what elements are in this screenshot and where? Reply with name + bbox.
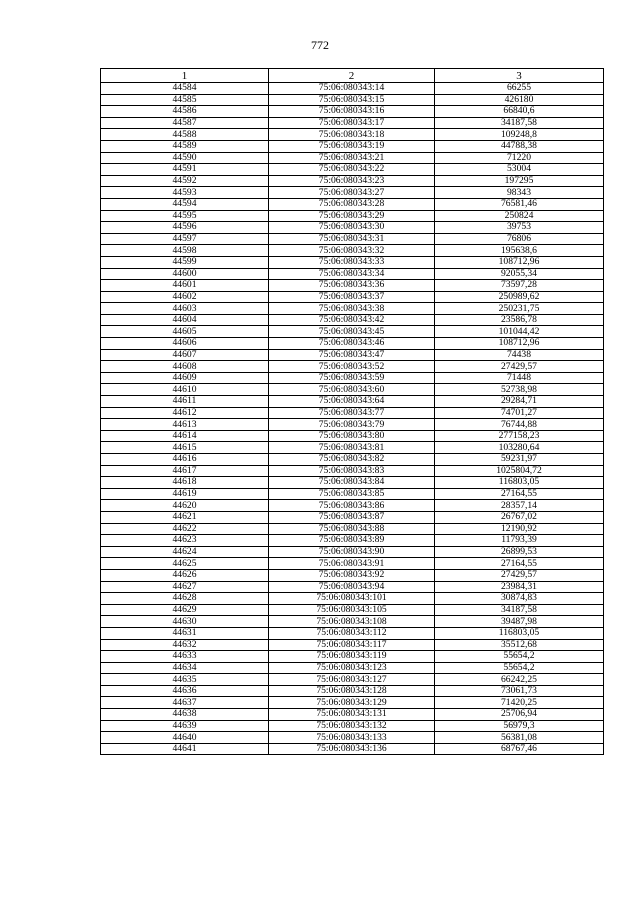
row-number-cell: 44590 (101, 152, 269, 164)
value-cell: 250824 (435, 210, 604, 222)
row-number-cell: 44593 (101, 187, 269, 199)
cadastral-number-cell: 75:06:080343:101 (269, 593, 435, 605)
value-cell: 250989,62 (435, 291, 604, 303)
table-row (101, 210, 604, 222)
cadastral-number-cell: 75:06:080343:119 (269, 651, 435, 663)
table-row (101, 245, 604, 257)
table-row (101, 535, 604, 547)
cadastral-number-cell: 75:06:080343:79 (269, 419, 435, 431)
value-cell: 74701,27 (435, 407, 604, 419)
value-cell: 66242,25 (435, 674, 604, 686)
table-row (101, 94, 604, 106)
table-row (101, 743, 604, 755)
row-number-cell: 44588 (101, 129, 269, 141)
table-row (101, 720, 604, 732)
value-cell: 108712,96 (435, 256, 604, 268)
cadastral-number-cell: 75:06:080343:88 (269, 523, 435, 535)
cadastral-number-cell: 75:06:080343:46 (269, 338, 435, 350)
row-number-cell: 44598 (101, 245, 269, 257)
cadastral-number-cell: 75:06:080343:89 (269, 535, 435, 547)
cadastral-number-cell: 75:06:080343:32 (269, 245, 435, 257)
row-number-cell: 44617 (101, 465, 269, 477)
row-number-cell: 44586 (101, 106, 269, 118)
value-cell: 1025804,72 (435, 465, 604, 477)
cadastral-number-cell: 75:06:080343:77 (269, 407, 435, 419)
table-body (101, 83, 604, 755)
cadastral-number-cell: 75:06:080343:19 (269, 140, 435, 152)
page-number: 772 (311, 38, 329, 52)
cadastral-number-cell: 75:06:080343:94 (269, 581, 435, 593)
value-cell: 71220 (435, 152, 604, 164)
value-cell: 30874,83 (435, 593, 604, 605)
value-cell: 277158,23 (435, 430, 604, 442)
value-cell: 109248,8 (435, 129, 604, 141)
table-row (101, 477, 604, 489)
table-row (101, 280, 604, 292)
table-row (101, 349, 604, 361)
cadastral-number-cell: 75:06:080343:22 (269, 164, 435, 176)
table-row (101, 662, 604, 674)
value-cell: 71448 (435, 372, 604, 384)
table-row (101, 685, 604, 697)
row-number-cell: 44603 (101, 303, 269, 315)
row-number-cell: 44637 (101, 697, 269, 709)
value-cell: 27429,57 (435, 361, 604, 373)
value-cell: 76581,46 (435, 198, 604, 210)
table-row (101, 291, 604, 303)
value-cell: 426180 (435, 94, 604, 106)
value-cell: 34187,58 (435, 117, 604, 129)
cadastral-number-cell: 75:06:080343:112 (269, 627, 435, 639)
cadastral-number-cell: 75:06:080343:128 (269, 685, 435, 697)
value-cell: 56979,3 (435, 720, 604, 732)
table-row (101, 256, 604, 268)
table-row (101, 558, 604, 570)
cadastral-number-cell: 75:06:080343:108 (269, 616, 435, 628)
row-number-cell: 44628 (101, 593, 269, 605)
row-number-cell: 44616 (101, 454, 269, 466)
column-header-3: 3 (435, 69, 604, 83)
cadastral-number-cell: 75:06:080343:133 (269, 732, 435, 744)
table-row (101, 326, 604, 338)
table-header (101, 69, 604, 83)
row-number-cell: 44611 (101, 396, 269, 408)
table-row (101, 523, 604, 535)
cadastral-number-cell: 75:06:080343:15 (269, 94, 435, 106)
table-row (101, 500, 604, 512)
row-number-cell: 44621 (101, 511, 269, 523)
table-row (101, 581, 604, 593)
data-table (100, 68, 604, 755)
value-cell: 73061,73 (435, 685, 604, 697)
row-number-cell: 44602 (101, 291, 269, 303)
cadastral-number-cell: 75:06:080343:37 (269, 291, 435, 303)
row-number-cell: 44600 (101, 268, 269, 280)
table-row (101, 593, 604, 605)
row-number-cell: 44630 (101, 616, 269, 628)
cadastral-number-cell: 75:06:080343:87 (269, 511, 435, 523)
value-cell: 55654,2 (435, 651, 604, 663)
cadastral-number-cell: 75:06:080343:86 (269, 500, 435, 512)
value-cell: 108712,96 (435, 338, 604, 350)
cadastral-number-cell: 75:06:080343:82 (269, 454, 435, 466)
cadastral-number-cell: 75:06:080343:64 (269, 396, 435, 408)
value-cell: 66840,6 (435, 106, 604, 118)
table-row (101, 488, 604, 500)
value-cell: 39753 (435, 222, 604, 234)
row-number-cell: 44636 (101, 685, 269, 697)
table-row (101, 396, 604, 408)
table-row (101, 129, 604, 141)
cadastral-number-cell: 75:06:080343:33 (269, 256, 435, 268)
value-cell: 74438 (435, 349, 604, 361)
row-number-cell: 44640 (101, 732, 269, 744)
value-cell: 11793,39 (435, 535, 604, 547)
value-cell: 55654,2 (435, 662, 604, 674)
row-number-cell: 44635 (101, 674, 269, 686)
row-number-cell: 44624 (101, 546, 269, 558)
value-cell: 73597,28 (435, 280, 604, 292)
row-number-cell: 44629 (101, 604, 269, 616)
row-number-cell: 44615 (101, 442, 269, 454)
table-row (101, 430, 604, 442)
table-row (101, 303, 604, 315)
value-cell: 27429,57 (435, 569, 604, 581)
row-number-cell: 44595 (101, 210, 269, 222)
value-cell: 28357,14 (435, 500, 604, 512)
table-row (101, 233, 604, 245)
table-row (101, 384, 604, 396)
cadastral-number-cell: 75:06:080343:92 (269, 569, 435, 581)
row-number-cell: 44606 (101, 338, 269, 350)
table-row (101, 454, 604, 466)
table-row (101, 546, 604, 558)
value-cell: 101044,42 (435, 326, 604, 338)
table-row (101, 140, 604, 152)
table-row (101, 83, 604, 95)
value-cell: 35512,68 (435, 639, 604, 651)
column-header-1: 1 (101, 69, 269, 83)
row-number-cell: 44639 (101, 720, 269, 732)
cadastral-number-cell: 75:06:080343:16 (269, 106, 435, 118)
cadastral-number-cell: 75:06:080343:91 (269, 558, 435, 570)
value-cell: 23984,31 (435, 581, 604, 593)
row-number-cell: 44610 (101, 384, 269, 396)
table-row (101, 419, 604, 431)
table-row (101, 106, 604, 118)
table-row (101, 268, 604, 280)
cadastral-number-cell: 75:06:080343:18 (269, 129, 435, 141)
cadastral-number-cell: 75:06:080343:23 (269, 175, 435, 187)
table-row (101, 732, 604, 744)
value-cell: 116803,05 (435, 627, 604, 639)
value-cell: 195638,6 (435, 245, 604, 257)
cadastral-number-cell: 75:06:080343:27 (269, 187, 435, 199)
row-number-cell: 44618 (101, 477, 269, 489)
table-row (101, 511, 604, 523)
row-number-cell: 44626 (101, 569, 269, 581)
table-row (101, 372, 604, 384)
value-cell: 39487,98 (435, 616, 604, 628)
row-number-cell: 44599 (101, 256, 269, 268)
column-header-2: 2 (269, 69, 435, 83)
row-number-cell: 44638 (101, 709, 269, 721)
row-number-cell: 44633 (101, 651, 269, 663)
cadastral-number-cell: 75:06:080343:117 (269, 639, 435, 651)
value-cell: 27164,55 (435, 558, 604, 570)
table-row (101, 198, 604, 210)
table-row (101, 616, 604, 628)
cadastral-number-cell: 75:06:080343:123 (269, 662, 435, 674)
value-cell: 76744,88 (435, 419, 604, 431)
cadastral-number-cell: 75:06:080343:136 (269, 743, 435, 755)
cadastral-number-cell: 75:06:080343:83 (269, 465, 435, 477)
table-row (101, 674, 604, 686)
table-row (101, 627, 604, 639)
row-number-cell: 44625 (101, 558, 269, 570)
table-row (101, 651, 604, 663)
row-number-cell: 44605 (101, 326, 269, 338)
value-cell: 92055,34 (435, 268, 604, 280)
cadastral-number-cell: 75:06:080343:17 (269, 117, 435, 129)
value-cell: 27164,55 (435, 488, 604, 500)
value-cell: 116803,05 (435, 477, 604, 489)
value-cell: 12190,92 (435, 523, 604, 535)
cadastral-number-cell: 75:06:080343:90 (269, 546, 435, 558)
value-cell: 52738,98 (435, 384, 604, 396)
cadastral-number-cell: 75:06:080343:131 (269, 709, 435, 721)
value-cell: 68767,46 (435, 743, 604, 755)
row-number-cell: 44612 (101, 407, 269, 419)
table-row (101, 709, 604, 721)
table-row (101, 465, 604, 477)
table-row (101, 604, 604, 616)
cadastral-number-cell: 75:06:080343:31 (269, 233, 435, 245)
cadastral-number-cell: 75:06:080343:38 (269, 303, 435, 315)
value-cell: 197295 (435, 175, 604, 187)
value-cell: 23586,78 (435, 314, 604, 326)
table-row (101, 175, 604, 187)
row-number-cell: 44609 (101, 372, 269, 384)
row-number-cell: 44584 (101, 83, 269, 95)
cadastral-number-cell: 75:06:080343:45 (269, 326, 435, 338)
cadastral-number-cell: 75:06:080343:36 (269, 280, 435, 292)
cadastral-number-cell: 75:06:080343:28 (269, 198, 435, 210)
cadastral-number-cell: 75:06:080343:60 (269, 384, 435, 396)
row-number-cell: 44597 (101, 233, 269, 245)
row-number-cell: 44589 (101, 140, 269, 152)
table-row (101, 117, 604, 129)
table-row (101, 697, 604, 709)
row-number-cell: 44591 (101, 164, 269, 176)
row-number-cell: 44620 (101, 500, 269, 512)
value-cell: 53004 (435, 164, 604, 176)
cadastral-number-cell: 75:06:080343:129 (269, 697, 435, 709)
value-cell: 29284,71 (435, 396, 604, 408)
value-cell: 103280,64 (435, 442, 604, 454)
value-cell: 26899,53 (435, 546, 604, 558)
table-row (101, 639, 604, 651)
row-number-cell: 44641 (101, 743, 269, 755)
cadastral-number-cell: 75:06:080343:80 (269, 430, 435, 442)
value-cell: 34187,58 (435, 604, 604, 616)
table-row (101, 152, 604, 164)
table-header-row (101, 69, 604, 83)
table-row (101, 222, 604, 234)
row-number-cell: 44623 (101, 535, 269, 547)
cadastral-number-cell: 75:06:080343:84 (269, 477, 435, 489)
cadastral-number-cell: 75:06:080343:52 (269, 361, 435, 373)
cadastral-number-cell: 75:06:080343:47 (269, 349, 435, 361)
row-number-cell: 44632 (101, 639, 269, 651)
value-cell: 250231,75 (435, 303, 604, 315)
value-cell: 56381,08 (435, 732, 604, 744)
cadastral-number-cell: 75:06:080343:42 (269, 314, 435, 326)
cadastral-number-cell: 75:06:080343:21 (269, 152, 435, 164)
value-cell: 76806 (435, 233, 604, 245)
cadastral-number-cell: 75:06:080343:29 (269, 210, 435, 222)
table-row (101, 187, 604, 199)
table-row (101, 338, 604, 350)
row-number-cell: 44622 (101, 523, 269, 535)
value-cell: 98343 (435, 187, 604, 199)
value-cell: 26767,02 (435, 511, 604, 523)
cadastral-number-cell: 75:06:080343:30 (269, 222, 435, 234)
row-number-cell: 44585 (101, 94, 269, 106)
cadastral-number-cell: 75:06:080343:85 (269, 488, 435, 500)
value-cell: 44788,38 (435, 140, 604, 152)
value-cell: 25706,94 (435, 709, 604, 721)
row-number-cell: 44631 (101, 627, 269, 639)
row-number-cell: 44592 (101, 175, 269, 187)
cadastral-number-cell: 75:06:080343:127 (269, 674, 435, 686)
value-cell: 59231,97 (435, 454, 604, 466)
row-number-cell: 44587 (101, 117, 269, 129)
cadastral-number-cell: 75:06:080343:59 (269, 372, 435, 384)
row-number-cell: 44634 (101, 662, 269, 674)
cadastral-number-cell: 75:06:080343:132 (269, 720, 435, 732)
row-number-cell: 44594 (101, 198, 269, 210)
row-number-cell: 44614 (101, 430, 269, 442)
table-row (101, 442, 604, 454)
value-cell: 66255 (435, 83, 604, 95)
table-row (101, 361, 604, 373)
cadastral-number-cell: 75:06:080343:81 (269, 442, 435, 454)
cadastral-number-cell: 75:06:080343:14 (269, 83, 435, 95)
value-cell: 71420,25 (435, 697, 604, 709)
row-number-cell: 44608 (101, 361, 269, 373)
row-number-cell: 44607 (101, 349, 269, 361)
row-number-cell: 44596 (101, 222, 269, 234)
cadastral-number-cell: 75:06:080343:105 (269, 604, 435, 616)
table-row (101, 314, 604, 326)
cadastral-number-cell: 75:06:080343:34 (269, 268, 435, 280)
row-number-cell: 44619 (101, 488, 269, 500)
table-row (101, 164, 604, 176)
row-number-cell: 44601 (101, 280, 269, 292)
row-number-cell: 44613 (101, 419, 269, 431)
row-number-cell: 44627 (101, 581, 269, 593)
row-number-cell: 44604 (101, 314, 269, 326)
table-row (101, 407, 604, 419)
table-row (101, 569, 604, 581)
